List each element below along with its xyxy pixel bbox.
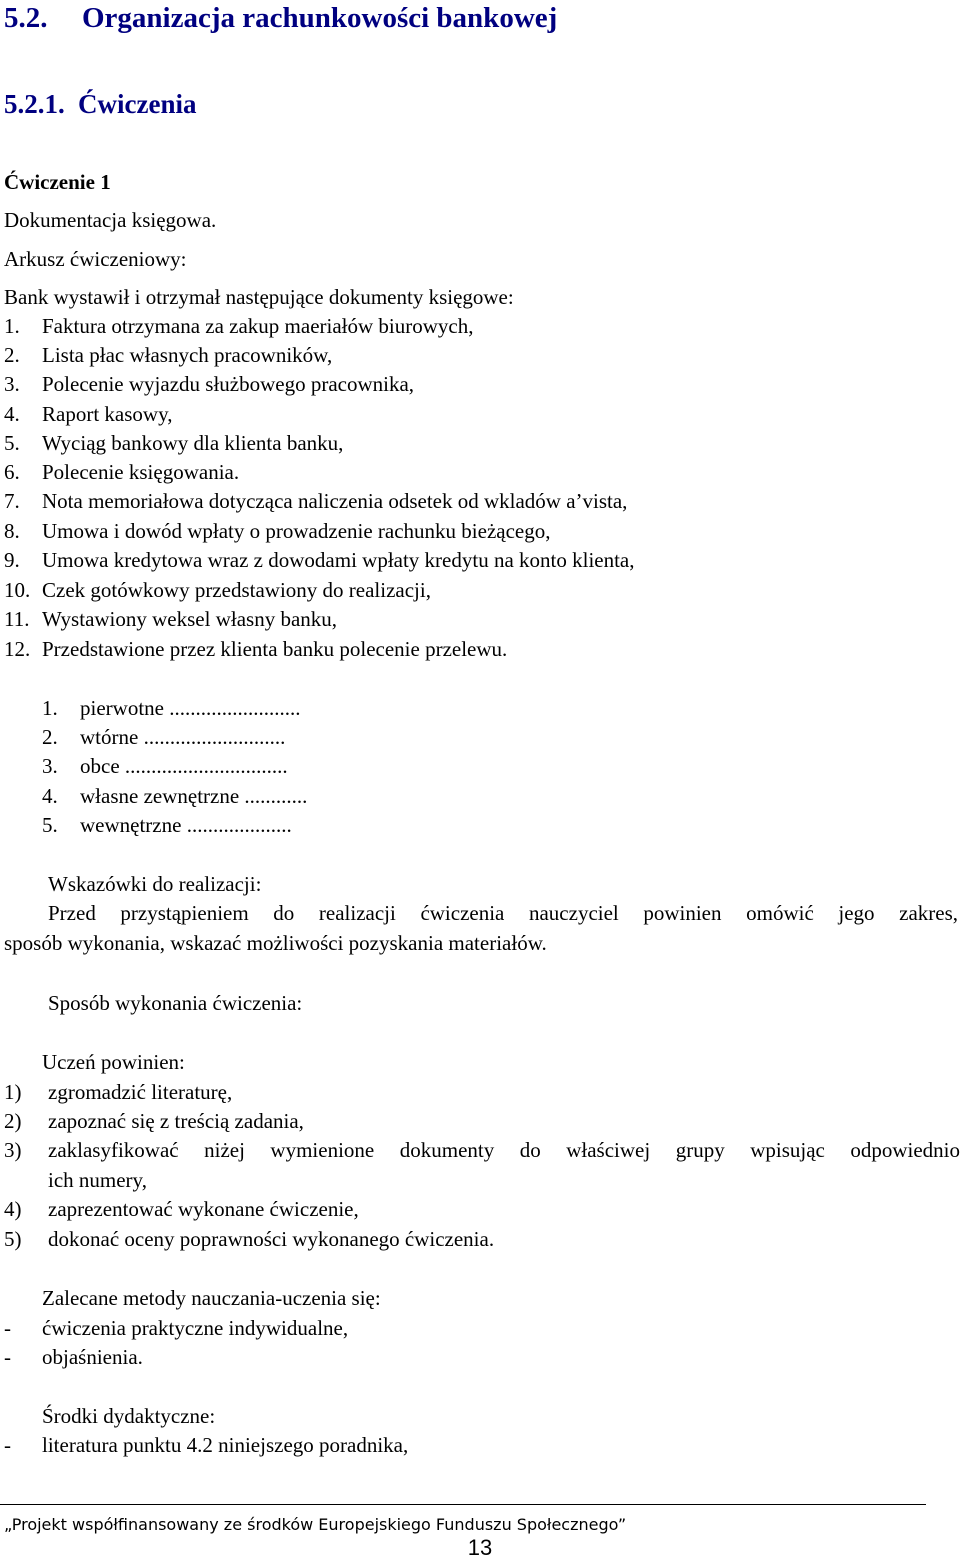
list-item: 5. Wyciąg bankowy dla klienta banku, xyxy=(4,431,344,455)
hints-heading: Wskazówki do realizacji: xyxy=(48,872,262,896)
list-item-continuation: ich numery, xyxy=(48,1168,147,1192)
hints-line-2: sposób wykonania, wskazać możliwości pozyskania materiałów. xyxy=(4,931,547,955)
sheet-label: Arkusz ćwiczeniowy: xyxy=(4,247,187,271)
list-item: 4. Raport kasowy, xyxy=(4,402,173,426)
list-item: 1) zgromadzić literaturę, xyxy=(4,1080,233,1104)
list-item: 2. Lista płac własnych pracowników, xyxy=(4,343,333,367)
list-item: 7. Nota memoriałowa dotycząca naliczenia odsetek od wkladów a’vista, xyxy=(4,489,628,513)
page-number: 13 xyxy=(467,1535,493,1560)
subsection-number: 5.2.1. xyxy=(4,89,65,119)
list-item: 12. Przedstawione przez klienta banku polecenie przelewu. xyxy=(4,637,508,661)
list-item: 2. wtórne ........................... xyxy=(42,725,286,749)
student-heading: Uczeń powinien: xyxy=(42,1050,185,1074)
list-item: - objaśnienia. xyxy=(4,1345,143,1369)
list-item: 3. obce ............................... xyxy=(42,754,288,778)
list-item: 8. Umowa i dowód wpłaty o prowadzenie rachunku bieżącego, xyxy=(4,519,551,543)
resources-heading: Środki dydaktyczne: xyxy=(42,1404,216,1428)
list-item: 2) zapoznać się z treścią zadania, xyxy=(4,1109,304,1133)
footer-divider xyxy=(0,1504,926,1505)
subsection-title: Ćwiczenia xyxy=(78,89,197,119)
list-item: 6. Polecenie księgowania. xyxy=(4,460,240,484)
footer-text: „Projekt współfinansowany ze środków Europejskiego Funduszu Społecznego” xyxy=(4,1515,627,1534)
list-item: - literatura punktu 4.2 niniejszego poradnika, xyxy=(4,1433,409,1457)
section-title: Organizacja rachunkowości bankowej xyxy=(82,2,558,34)
list-item: 3. Polecenie wyjazdu służbowego pracownika, xyxy=(4,372,415,396)
list-item: 1. pierwotne ......................... xyxy=(42,696,301,720)
exercise-topic: Dokumentacja księgowa. xyxy=(4,208,217,232)
list-item: 3) zaklasyfikować niżej wymienione dokumenty do właściwej grupy wpisując odpowiednio xyxy=(4,1138,960,1162)
teaching-methods-heading: Zalecane metody nauczania-uczenia się: xyxy=(42,1286,381,1310)
list-item: 4) zaprezentować wykonane ćwiczenie, xyxy=(4,1197,359,1221)
list-item: 9. Umowa kredytowa wraz z dowodami wpłaty kredytu na konto klienta, xyxy=(4,548,635,572)
exercise-title: Ćwiczenie 1 xyxy=(4,170,111,194)
section-number: 5.2. xyxy=(4,2,48,34)
list-item: 5. wewnętrzne .................... xyxy=(42,813,292,837)
list-item: - ćwiczenia praktyczne indywidualne, xyxy=(4,1316,349,1340)
section-heading xyxy=(4,2,558,34)
list-item: 1. Faktura otrzymana za zakup maeriałów biurowych, xyxy=(4,314,474,338)
list-item: 4. własne zewnętrzne ............ xyxy=(42,784,308,808)
list-item: 5) dokonać oceny poprawności wykonanego ćwiczenia. xyxy=(4,1227,495,1251)
exercise-intro: Bank wystawił i otrzymał następujące dokumenty księgowe: xyxy=(4,285,514,309)
list-item: 10. Czek gotówkowy przedstawiony do realizacji, xyxy=(4,578,431,602)
hints-line-1: Przed przystąpieniem do realizacji ćwiczenia nauczyciel powinien omówić jego zakres, xyxy=(48,901,958,925)
method-heading: Sposób wykonania ćwiczenia: xyxy=(48,991,303,1015)
list-item: 11. Wystawiony weksel własny banku, xyxy=(4,607,338,631)
subsection-heading xyxy=(4,89,197,119)
